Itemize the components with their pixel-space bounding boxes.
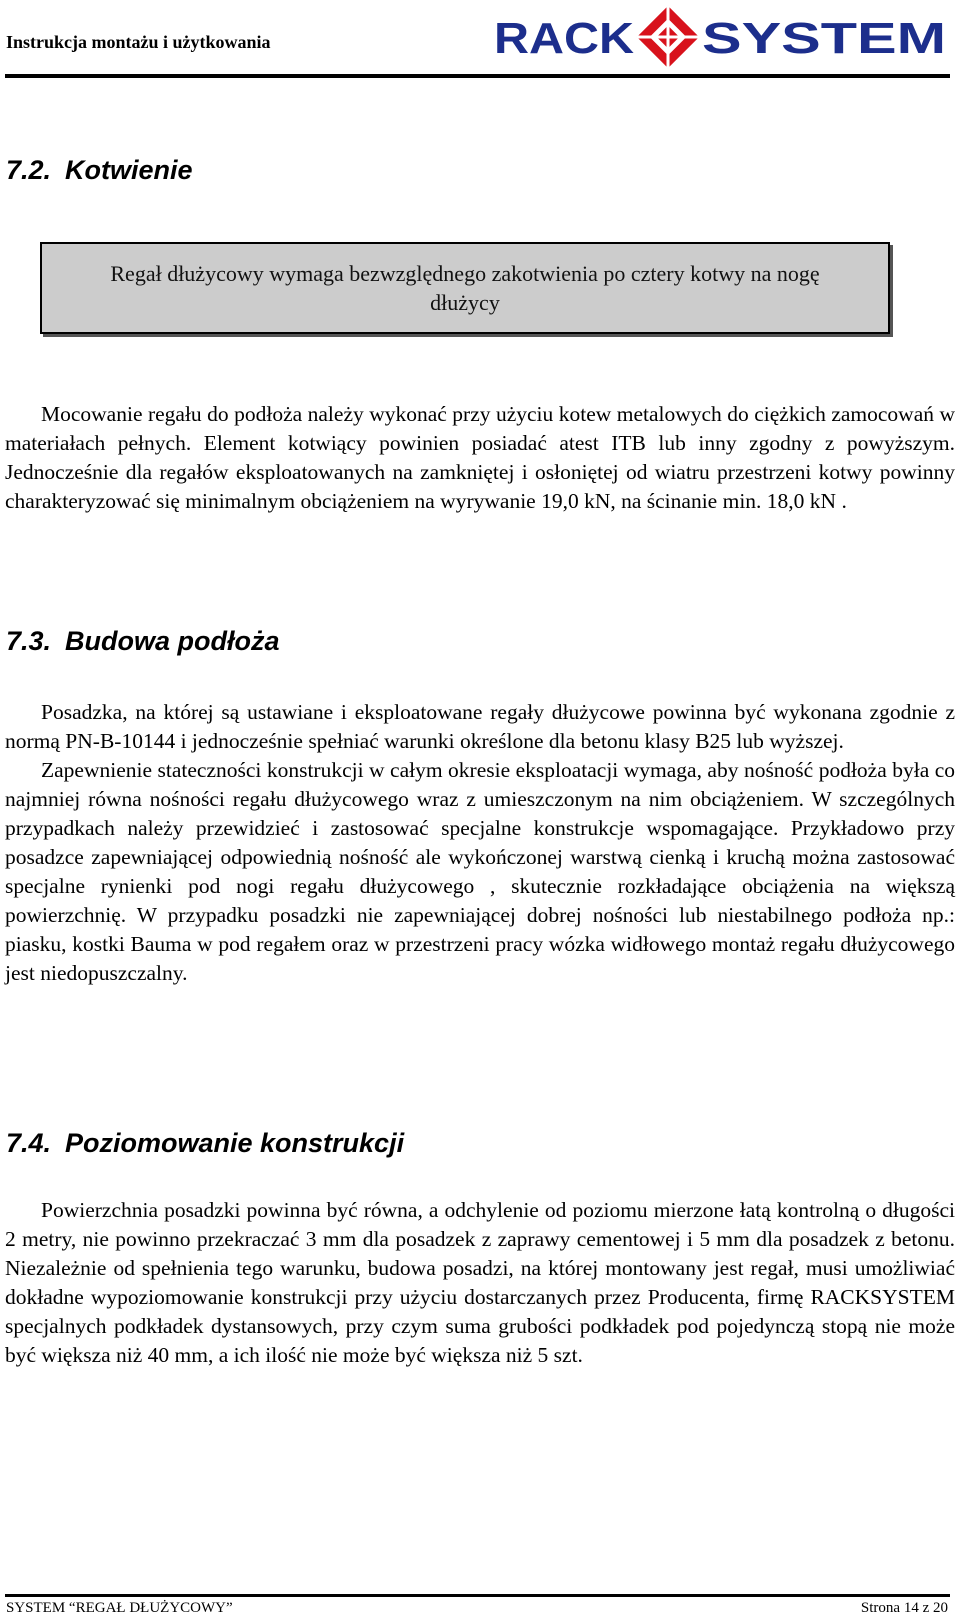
footer-document-name: SYSTEM “REGAŁ DŁUŻYCOWY” bbox=[6, 1600, 233, 1616]
anchoring-paragraph bbox=[5, 400, 955, 516]
section-heading-poziomowanie bbox=[6, 1127, 404, 1159]
paragraph-text: Posadzka, na której są ustawiane i eksploatowane regały dłużycowe powinna być wykonana zgodnie z normą PN-B-10144 i jednocześnie spełniać warunki określone dla betonu klasy B25 lub wyższej. bbox=[5, 700, 955, 753]
floor-paragraphs bbox=[5, 698, 955, 988]
paragraph-text: Mocowanie regału do podłoża należy wykonać przy użyciu kotew metalowych do ciężkich zamocowań w materiałach pełnych. Element kotwiący powinien posiadać atest ITB lub inny zgodny z powyższym. Jednocześnie dla regałów eksploatowanych na zamkniętej i osłoniętej od wiatru przestrzeni kotwy powinny charakteryzować się minimalnym obciążeniem na wyrywanie 19,0 kN, na ścinanie min. 18,0 kN . bbox=[5, 402, 955, 513]
header-divider bbox=[5, 74, 950, 78]
section-title: Kotwienie bbox=[65, 155, 193, 185]
racksystem-logo bbox=[494, 4, 948, 70]
notice-box bbox=[40, 242, 890, 334]
section-number: 7.4. bbox=[6, 1128, 52, 1158]
leveling-paragraph bbox=[5, 1196, 955, 1370]
notice-text: Regał dłużycowy wymaga bezwzględnego zakotwienia po cztery kotwy na nogę dłużycy bbox=[110, 261, 820, 315]
paragraph-text: Powierzchnia posadzki powinna być równa, a odchylenie od poziomu mierzone łatą kontrolną o długości 2 metry, nie powinno przekraczać 3 mm dla posadzek z zaprawy cementowej i 5 mm dla posadzek z betonu. Niezależnie od spełnienia tego warunku, budowa posadzi, na której montowany jest regał, musi umożliwiać dokładne wypoziomowanie konstrukcji przy użyciu dostarczanych przez Producenta, firmę RACKSYSTEM specjalnych podkładek dystansowych, przy czym suma grubości podkładek pod pojedynczą stopą nie może być większa niż 40 mm, a ich ilość nie może być większa niż 5 szt. bbox=[5, 1198, 955, 1367]
section-title: Budowa podłoża bbox=[65, 626, 280, 656]
logo-text-system: SYSTEM bbox=[702, 14, 946, 63]
section-heading-kotwienie bbox=[6, 154, 193, 186]
logo-text-rack: RACK bbox=[494, 14, 635, 63]
footer-divider bbox=[5, 1594, 950, 1597]
section-heading-budowa-podloza bbox=[6, 625, 279, 657]
document-title: Instrukcja montażu i użytkowania bbox=[6, 32, 271, 52]
paragraph-text: Zapewnienie stateczności konstrukcji w całym okresie eksploatacji wymaga, aby nośność podłoża była co najmniej równa nośności regału dłużycowego wraz z umieszczonym na nim obciążeniem. W szczególnych przypadkach należy przewidzieć i zastosować specjalne konstrukcje wspomagające. Przykładowo przy posadzce zapewniającej odpowiednią nośność ale wykończonej warstwą cienką i kruchą można zastosować specjalne rynienki pod nogi regału dłużycowego , skutecznie rozkładające obciążenia na większą powierzchnię. W przypadku posadzki nie zapewniającej dobrej nośności lub niestabilnego podłoża np.: piasku, kostki Bauma w pod regałem oraz w przestrzeni pracy wózka widłowego montaż regału dłużycowego jest niedopuszczalny. bbox=[5, 758, 955, 985]
section-number: 7.2. bbox=[6, 155, 52, 185]
logo-diamond-icon bbox=[637, 6, 699, 68]
page-number: Strona 14 z 20 bbox=[860, 1600, 948, 1616]
section-title: Poziomowanie konstrukcji bbox=[65, 1128, 405, 1158]
section-number: 7.3. bbox=[6, 626, 52, 656]
